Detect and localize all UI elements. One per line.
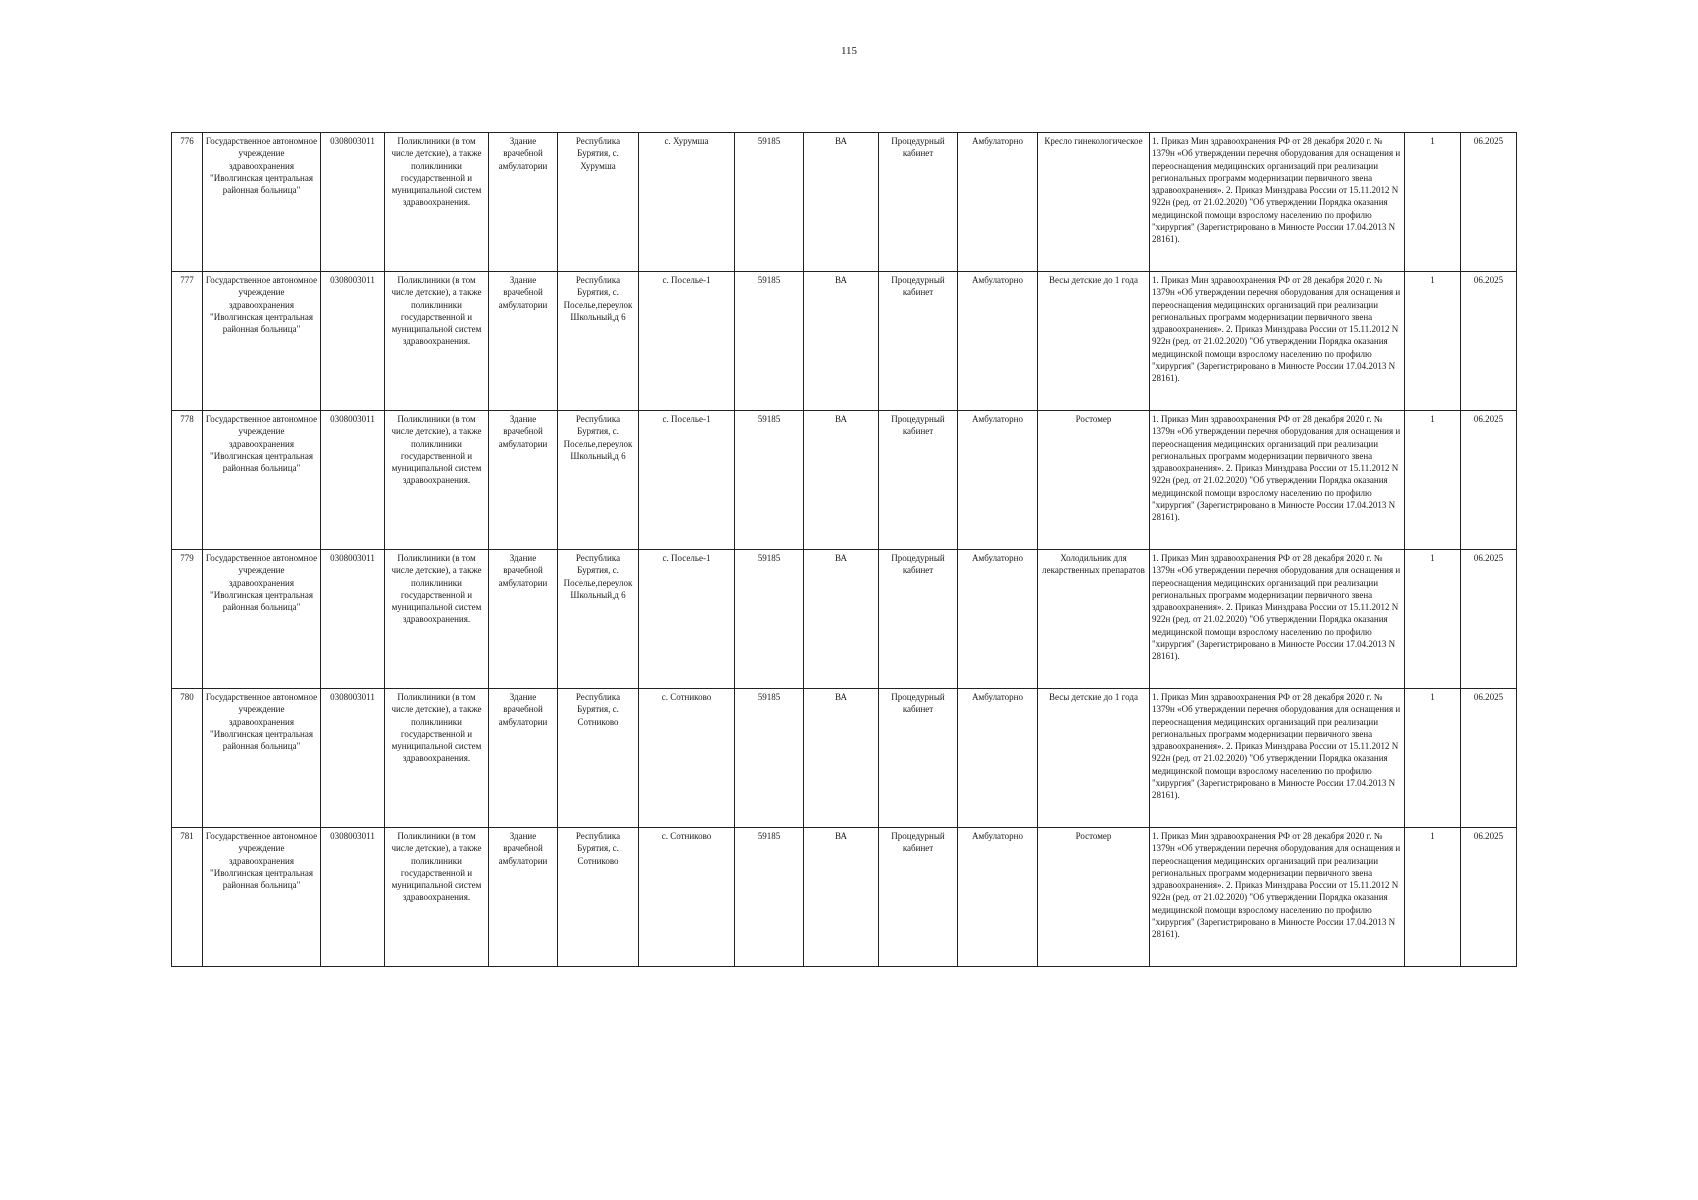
equipment-name: Холодильник для лекарственных препаратов (1038, 550, 1150, 689)
locality: с. Поселье-1 (639, 550, 735, 689)
room-name: Процедурный кабинет (879, 411, 958, 550)
equipment-name: Весы детские до 1 года (1038, 272, 1150, 411)
row-number: 778 (172, 411, 203, 550)
care-form: Амбулаторно (958, 828, 1038, 967)
quantity: 1 (1405, 828, 1461, 967)
table-row (172, 133, 1517, 272)
building-type: Здание врачебной амбулатории (489, 828, 558, 967)
legal-basis: 1. Приказ Мин здравоохранения РФ от 28 декабря 2020 г. № 1379н «Об утверждении перечня оборудования для оснащения и переоснащения медицинских организаций при реализации региональных программ модернизации первичного звена здравоохранения». 2. Приказ Минздрава России от 15.11.2012 N 922н (ред. от 21.02.2020) "Об утверждении Порядка оказания медицинской помощи взрослому населению по профилю "хирургия" (Зарегистрировано в Минюсте России 17.04.2013 N 28161). (1150, 272, 1405, 411)
room-name: Процедурный кабинет (879, 133, 958, 272)
address: Республика Бурятия, с. Сотниково (558, 689, 639, 828)
table-row (172, 550, 1517, 689)
equipment-name: Ростомер (1038, 411, 1150, 550)
organization-code: 0308003011 (321, 133, 385, 272)
address: Республика Бурятия, с. Поселье,переулок Школьный,д 6 (558, 411, 639, 550)
delivery-date: 06.2025 (1461, 272, 1517, 411)
room-name: Процедурный кабинет (879, 828, 958, 967)
quantity: 1 (1405, 550, 1461, 689)
okved-code: 59185 (735, 133, 804, 272)
address: Республика Бурятия, с. Хурумша (558, 133, 639, 272)
okved-code: 59185 (735, 550, 804, 689)
category: ВА (804, 133, 879, 272)
building-type: Здание врачебной амбулатории (489, 272, 558, 411)
address: Республика Бурятия, с. Сотниково (558, 828, 639, 967)
facility-type: Поликлиники (в том числе детские), а также поликлиники государственной и муниципальной систем здравоохранения. (385, 411, 489, 550)
delivery-date: 06.2025 (1461, 411, 1517, 550)
okved-code: 59185 (735, 689, 804, 828)
equipment-name: Кресло гинекологическое (1038, 133, 1150, 272)
organization-name: Государственное автономное учреждение здравоохранения "Иволгинская центральная районная больница" (203, 133, 321, 272)
category: ВА (804, 689, 879, 828)
organization-code: 0308003011 (321, 828, 385, 967)
building-type: Здание врачебной амбулатории (489, 689, 558, 828)
building-type: Здание врачебной амбулатории (489, 411, 558, 550)
okved-code: 59185 (735, 411, 804, 550)
delivery-date: 06.2025 (1461, 550, 1517, 689)
table-row (172, 272, 1517, 411)
care-form: Амбулаторно (958, 133, 1038, 272)
legal-basis: 1. Приказ Мин здравоохранения РФ от 28 декабря 2020 г. № 1379н «Об утверждении перечня оборудования для оснащения и переоснащения медицинских организаций при реализации региональных программ модернизации первичного звена здравоохранения». 2. Приказ Минздрава России от 15.11.2012 N 922н (ред. от 21.02.2020) "Об утверждении Порядка оказания медицинской помощи взрослому населению по профилю "хирургия" (Зарегистрировано в Минюсте России 17.04.2013 N 28161). (1150, 133, 1405, 272)
organization-code: 0308003011 (321, 272, 385, 411)
equipment-name: Ростомер (1038, 828, 1150, 967)
facility-type: Поликлиники (в том числе детские), а также поликлиники государственной и муниципальной систем здравоохранения. (385, 550, 489, 689)
legal-basis: 1. Приказ Мин здравоохранения РФ от 28 декабря 2020 г. № 1379н «Об утверждении перечня оборудования для оснащения и переоснащения медицинских организаций при реализации региональных программ модернизации первичного звена здравоохранения». 2. Приказ Минздрава России от 15.11.2012 N 922н (ред. от 21.02.2020) "Об утверждении Порядка оказания медицинской помощи взрослому населению по профилю "хирургия" (Зарегистрировано в Минюсте России 17.04.2013 N 28161). (1150, 550, 1405, 689)
delivery-date: 06.2025 (1461, 689, 1517, 828)
row-number: 777 (172, 272, 203, 411)
organization-name: Государственное автономное учреждение здравоохранения "Иволгинская центральная районная больница" (203, 828, 321, 967)
category: ВА (804, 828, 879, 967)
row-number: 776 (172, 133, 203, 272)
locality: с. Сотниково (639, 828, 735, 967)
quantity: 1 (1405, 689, 1461, 828)
row-number: 780 (172, 689, 203, 828)
delivery-date: 06.2025 (1461, 133, 1517, 272)
facility-type: Поликлиники (в том числе детские), а также поликлиники государственной и муниципальной систем здравоохранения. (385, 689, 489, 828)
room-name: Процедурный кабинет (879, 550, 958, 689)
row-number: 779 (172, 550, 203, 689)
quantity: 1 (1405, 133, 1461, 272)
organization-code: 0308003011 (321, 550, 385, 689)
facility-type: Поликлиники (в том числе детские), а также поликлиники государственной и муниципальной систем здравоохранения. (385, 828, 489, 967)
table-row (172, 689, 1517, 828)
quantity: 1 (1405, 411, 1461, 550)
care-form: Амбулаторно (958, 550, 1038, 689)
legal-basis: 1. Приказ Мин здравоохранения РФ от 28 декабря 2020 г. № 1379н «Об утверждении перечня оборудования для оснащения и переоснащения медицинских организаций при реализации региональных программ модернизации первичного звена здравоохранения». 2. Приказ Минздрава России от 15.11.2012 N 922н (ред. от 21.02.2020) "Об утверждении Порядка оказания медицинской помощи взрослому населению по профилю "хирургия" (Зарегистрировано в Минюсте России 17.04.2013 N 28161). (1150, 411, 1405, 550)
care-form: Амбулаторно (958, 272, 1038, 411)
care-form: Амбулаторно (958, 411, 1038, 550)
legal-basis: 1. Приказ Мин здравоохранения РФ от 28 декабря 2020 г. № 1379н «Об утверждении перечня оборудования для оснащения и переоснащения медицинских организаций при реализации региональных программ модернизации первичного звена здравоохранения». 2. Приказ Минздрава России от 15.11.2012 N 922н (ред. от 21.02.2020) "Об утверждении Порядка оказания медицинской помощи взрослому населению по профилю "хирургия" (Зарегистрировано в Минюсте России 17.04.2013 N 28161). (1150, 828, 1405, 967)
organization-name: Государственное автономное учреждение здравоохранения "Иволгинская центральная районная больница" (203, 689, 321, 828)
okved-code: 59185 (735, 272, 804, 411)
facility-type: Поликлиники (в том числе детские), а также поликлиники государственной и муниципальной систем здравоохранения. (385, 272, 489, 411)
locality: с. Поселье-1 (639, 272, 735, 411)
organization-code: 0308003011 (321, 411, 385, 550)
category: ВА (804, 550, 879, 689)
page-number: 115 (840, 45, 858, 57)
building-type: Здание врачебной амбулатории (489, 133, 558, 272)
locality: с. Поселье-1 (639, 411, 735, 550)
room-name: Процедурный кабинет (879, 689, 958, 828)
category: ВА (804, 272, 879, 411)
organization-name: Государственное автономное учреждение здравоохранения "Иволгинская центральная районная больница" (203, 550, 321, 689)
room-name: Процедурный кабинет (879, 272, 958, 411)
equipment-table (171, 132, 1517, 967)
organization-name: Государственное автономное учреждение здравоохранения "Иволгинская центральная районная больница" (203, 272, 321, 411)
table-row (172, 828, 1517, 967)
row-number: 781 (172, 828, 203, 967)
locality: с. Сотниково (639, 689, 735, 828)
organization-name: Государственное автономное учреждение здравоохранения "Иволгинская центральная районная больница" (203, 411, 321, 550)
category: ВА (804, 411, 879, 550)
address: Республика Бурятия, с. Поселье,переулок Школьный,д 6 (558, 272, 639, 411)
quantity: 1 (1405, 272, 1461, 411)
facility-type: Поликлиники (в том числе детские), а также поликлиники государственной и муниципальной систем здравоохранения. (385, 133, 489, 272)
table-row (172, 411, 1517, 550)
address: Республика Бурятия, с. Поселье,переулок Школьный,д 6 (558, 550, 639, 689)
okved-code: 59185 (735, 828, 804, 967)
care-form: Амбулаторно (958, 689, 1038, 828)
delivery-date: 06.2025 (1461, 828, 1517, 967)
legal-basis: 1. Приказ Мин здравоохранения РФ от 28 декабря 2020 г. № 1379н «Об утверждении перечня оборудования для оснащения и переоснащения медицинских организаций при реализации региональных программ модернизации первичного звена здравоохранения». 2. Приказ Минздрава России от 15.11.2012 N 922н (ред. от 21.02.2020) "Об утверждении Порядка оказания медицинской помощи взрослому населению по профилю "хирургия" (Зарегистрировано в Минюсте России 17.04.2013 N 28161). (1150, 689, 1405, 828)
locality: с. Хурумша (639, 133, 735, 272)
building-type: Здание врачебной амбулатории (489, 550, 558, 689)
organization-code: 0308003011 (321, 689, 385, 828)
equipment-name: Весы детские до 1 года (1038, 689, 1150, 828)
